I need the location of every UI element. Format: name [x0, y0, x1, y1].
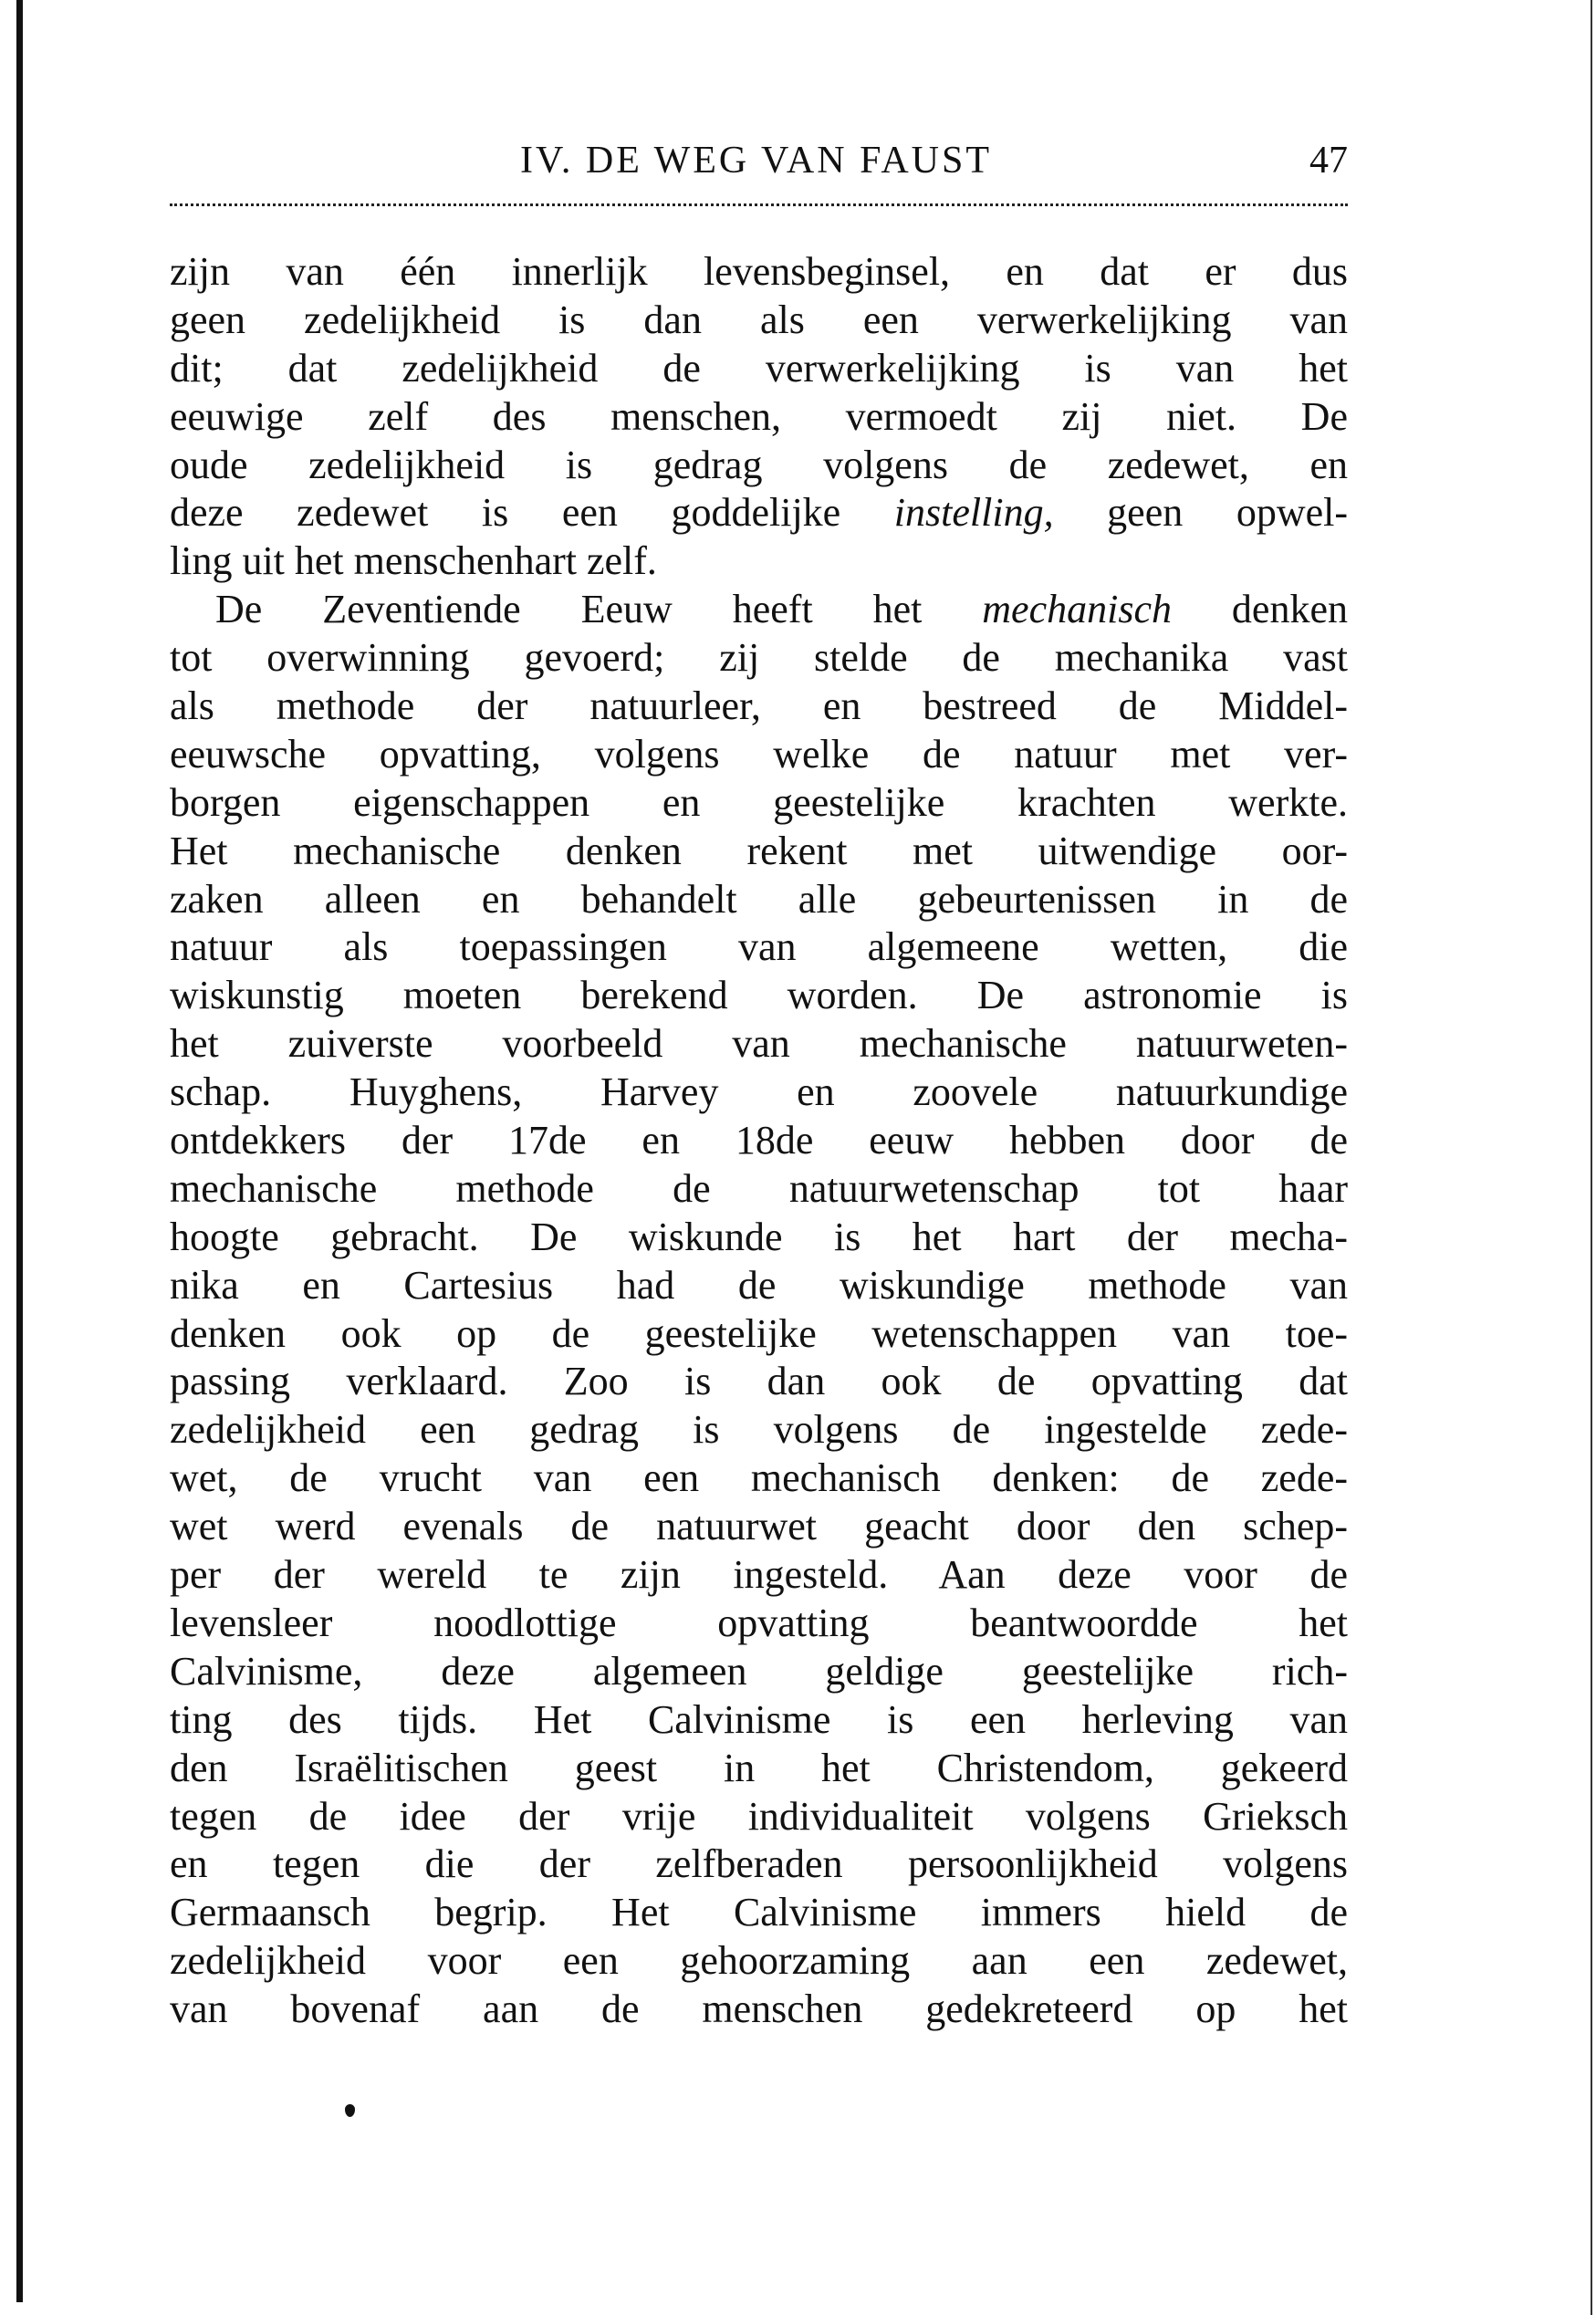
line-text: geen opwel-: [1053, 490, 1348, 536]
text-line: [170, 1696, 1348, 1745]
dotted-header-rule: [170, 203, 1348, 206]
line-text: nika en Cartesius had de wiskundige methode van: [170, 1262, 1348, 1308]
text-line: [170, 731, 1348, 779]
text-line: [170, 1310, 1348, 1359]
line-text: van bovenaf aan de menschen gedekreteerd op het: [170, 1987, 1348, 2032]
line-text: per der wereld te zijn ingesteld. Aan deze voor de: [170, 1552, 1348, 1598]
text-line: [170, 1262, 1348, 1310]
line-text: en tegen die der zelfberaden persoonlijkheid volgens: [170, 1841, 1348, 1887]
line-text: De Zeventiende Eeuw heeft het: [215, 587, 983, 632]
text-line: [170, 876, 1348, 924]
line-text: schap. Huyghens, Harvey en zoovele natuurkundige: [170, 1069, 1348, 1115]
text-line: [170, 297, 1348, 345]
text-line: [170, 393, 1348, 442]
line-text: tot overwinning gevoerd; zij stelde de mechanika vast: [170, 635, 1348, 681]
line-text: Calvinisme, deze algemeen geldige geestelijke rich-: [170, 1648, 1348, 1694]
line-text: denken: [1172, 587, 1348, 632]
text-line: [170, 1600, 1348, 1648]
text-line: [170, 828, 1348, 876]
text-line: [170, 586, 1348, 634]
line-text: ting des tijds. Het Calvinisme is een herleving van: [170, 1696, 1348, 1742]
text-line: [170, 634, 1348, 683]
line-text: het zuiverste voorbeeld van mechanische natuurweten-: [170, 1021, 1348, 1067]
line-text: denken ook op de geestelijke wetenschappen van toe-: [170, 1310, 1348, 1356]
line-text: natuur als toepassingen van algemeene wetten, die: [170, 924, 1348, 970]
line-text: oude zedelijkheid is gedrag volgens de zedewet, en: [170, 442, 1348, 487]
page-number: 47: [1309, 140, 1348, 182]
line-text: tegen de idee der vrije individualiteit volgens Grieksch: [170, 1793, 1348, 1839]
text-line: [170, 1745, 1348, 1793]
text-line: [170, 489, 1348, 537]
text-line: [170, 1793, 1348, 1841]
text-line: [170, 1165, 1348, 1214]
text-line: [170, 779, 1348, 828]
line-text: Germaansch begrip. Het Calvinisme immers hield de: [170, 1890, 1348, 1935]
text-line: [170, 248, 1348, 297]
line-text: wet werd evenals de natuurwet geacht door den schep-: [170, 1504, 1348, 1549]
text-line: [170, 1455, 1348, 1503]
text-line: [170, 537, 1348, 586]
line-text: ontdekkers der 17de en 18de eeuw hebben door de: [170, 1118, 1348, 1163]
line-text: borgen eigenschappen en geestelijke krachten werkte.: [170, 779, 1348, 825]
page-edge-left: [16, 0, 23, 2302]
line-text: eeuwige zelf des menschen, vermoedt zij niet. De: [170, 393, 1348, 439]
text-line: [170, 1214, 1348, 1262]
text-line: [170, 1937, 1348, 1986]
text-line: [170, 972, 1348, 1020]
text-line: [170, 923, 1348, 972]
line-text: zedelijkheid een gedrag is volgens de ingestelde zede-: [170, 1407, 1348, 1453]
running-header-title: IV. DE WEG VAN FAUST: [520, 140, 992, 182]
text-line: [170, 1986, 1348, 2034]
line-text: levensleer noodlottige opvatting beantwoordde het: [170, 1600, 1348, 1645]
line-text: zijn van één innerlijk levensbeginsel, en dat er dus: [170, 249, 1348, 294]
text-line: [170, 1069, 1348, 1117]
line-text: wet, de vrucht van een mechanisch denken: de zede-: [170, 1455, 1348, 1501]
text-line: [170, 1889, 1348, 1937]
body-text: [170, 248, 1348, 2034]
text-line: [170, 1358, 1348, 1406]
line-text: wiskunstig moeten berekend worden. De astronomie is: [170, 973, 1348, 1018]
line-text: eeuwsche opvatting, volgens welke de natuur met ver-: [170, 731, 1348, 777]
line-text: geen zedelijkheid is dan als een verwerkelijking van: [170, 297, 1348, 342]
text-line: [170, 1648, 1348, 1696]
text-line: [170, 1841, 1348, 1889]
line-text: ling uit het menschenhart zelf.: [170, 538, 657, 584]
text-line: [170, 1406, 1348, 1455]
line-text: den Israëlitischen geest in het Christendom, gekeerd: [170, 1745, 1348, 1790]
page-edge-right: [1591, 0, 1592, 2315]
line-text: deze zedewet is een goddelijke: [170, 490, 894, 536]
ink-speck: [345, 2104, 355, 2117]
text-line: [170, 683, 1348, 731]
line-text: Het mechanische denken rekent met uitwendige oor-: [170, 828, 1348, 873]
text-line: [170, 1551, 1348, 1600]
line-text: mechanische methode de natuurwetenschap tot haar: [170, 1165, 1348, 1211]
line-text: als methode der natuurleer, en bestreed de Middel-: [170, 683, 1348, 729]
text-line: [170, 345, 1348, 393]
text-line: [170, 442, 1348, 490]
italic-term: instelling,: [893, 490, 1054, 536]
text-line: [170, 1503, 1348, 1551]
text-line: [170, 1117, 1348, 1165]
line-text: dit; dat zedelijkheid de verwerkelijking is van het: [170, 345, 1348, 391]
line-text: hoogte gebracht. De wiskunde is het hart der mecha-: [170, 1214, 1348, 1259]
line-text: zaken alleen en behandelt alle gebeurtenissen in de: [170, 876, 1348, 922]
text-line: [170, 1020, 1348, 1069]
italic-term: mechanisch: [982, 587, 1172, 632]
line-text: zedelijkheid voor een gehoorzaming aan een zedewet,: [170, 1938, 1348, 1984]
line-text: passing verklaard. Zoo is dan ook de opvatting dat: [170, 1359, 1348, 1404]
